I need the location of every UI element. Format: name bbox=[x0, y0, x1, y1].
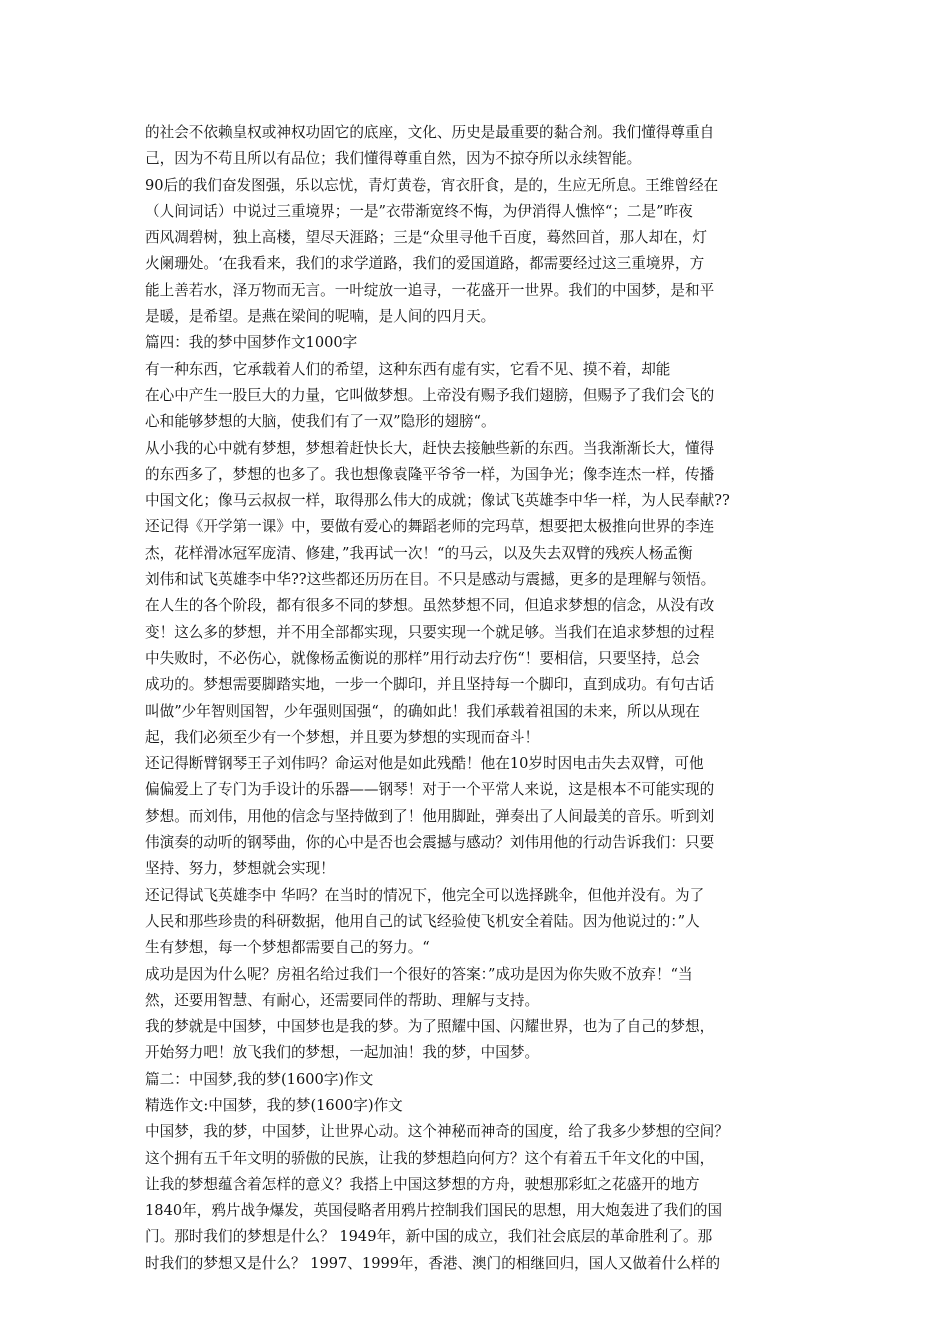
text-line: 起，我们必须至少有一个梦想，并且要为梦想的实现而奋斗！ bbox=[145, 728, 540, 746]
text-line: 精选作文:中国梦，我的梦(1600字)作文 bbox=[145, 1096, 403, 1114]
text-line: 中国梦，我的梦，中国梦，让世界心动。这个神秘而神奇的国度，给了我多少梦想的空间？ bbox=[145, 1123, 729, 1141]
text-line: 坚持、努力，梦想就会实现！ bbox=[145, 860, 335, 878]
text-line: 杰，花样滑冰冠军庞清、修建，”我再试一次！“的马云，以及失去双臂的残疾人杨孟衡 bbox=[145, 544, 693, 562]
text-line: 在人生的各个阶段，都有很多不同的梦想。虽然梦想不同，但追求梦想的信念，从没有改 bbox=[145, 597, 715, 615]
text-line: 己，因为不苟且所以有品位；我们懂得尊重自然，因为不掠夺所以永续智能。 bbox=[145, 150, 642, 168]
text-line: 生有梦想，每一个梦想都需要自己的努力。“ bbox=[145, 939, 430, 957]
text-line: 变！这么多的梦想，并不用全部都实现，只要实现一个就足够。当我们在追求梦想的过程 bbox=[145, 623, 715, 641]
text-line: 是暖，是希望。是燕在梁间的呢喃，是人间的四月天。 bbox=[145, 308, 496, 326]
text-line: 人民和那些珍贵的科研数据，他用自己的试飞经验使飞机安全着陆。因为他说过的：”人 bbox=[145, 912, 700, 930]
text-line: 梦想。而刘伟，用他的信念与坚持做到了！他用脚趾，弹奏出了人间最美的音乐。听到刘 bbox=[145, 807, 715, 825]
text-line: 中失败时，不必伤心，就像杨孟衡说的那样”用行动去疗伤“！要相信，只要坚持，总会 bbox=[145, 649, 700, 667]
text-line: 成功的。梦想需要脚踏实地，一步一个脚印，并且坚持每一个脚印，直到成功。有句古话 bbox=[145, 676, 715, 694]
text-line: 篇四：我的梦中国梦作文1000字 bbox=[145, 334, 358, 352]
text-line: 能上善若水，泽万物而无言。一叶绽放一追寻，一花盛开一世界。我们的中国梦，是和平 bbox=[145, 281, 715, 299]
text-line: 成功是因为什么呢？房祖名给过我们一个很好的答案：”成功是因为你失败不放弃！“当 bbox=[145, 965, 693, 983]
text-line: 中国文化；像马云叔叔一样，取得那么伟大的成就；像试飞英雄李中华一样，为人民奉献?? bbox=[145, 492, 730, 510]
text-line: 门。那时我们的梦想是什么？ 1949年，新中国的成立，我们社会底层的革命胜利了。那 bbox=[145, 1228, 713, 1246]
text-line: 1840年，鸦片战争爆发，英国侵略者用鸦片控制我们国民的思想，用大炮轰进了我们的国 bbox=[145, 1202, 723, 1220]
text-line: 在心中产生一股巨大的力量，它叫做梦想。上帝没有赐予我们翅膀，但赐予了我们会飞的 bbox=[145, 386, 715, 404]
text-line: 我的梦就是中国梦，中国梦也是我的梦。为了照耀中国、闪耀世界，也为了自己的梦想， bbox=[145, 1018, 715, 1036]
text-line: （人间词话）中说过三重境界；一是”衣带渐宽终不悔，为伊消得人憔悴“；二是”昨夜 bbox=[145, 202, 693, 220]
text-line: 还记得试飞英雄李中 华吗？在当时的情况下，他完全可以选择跳伞，但他并没有。为了 bbox=[145, 886, 705, 904]
text-line: 从小我的心中就有梦想，梦想着赶快长大，赶快去接触些新的东西。当我渐渐长大，懂得 bbox=[145, 439, 715, 457]
text-line: 火阑珊处。‘在我看来，我们的求学道路，我们的爱国道路，都需要经过这三重境界，方 bbox=[145, 255, 705, 273]
text-line: 90后的我们奋发图强，乐以忘忧，青灯黄卷，宵衣肝食，是的，生应无所息。王维曾经在 bbox=[145, 176, 719, 194]
text-line: 还记得断臂钢琴王子刘伟吗？命运对他是如此残酷！他在10岁时因电击失去双臂，可他 bbox=[145, 755, 704, 773]
text-line: 西风凋碧树，独上高楼，望尽天涯路；三是“众里寻他千百度，蓦然回首，那人却在，灯 bbox=[145, 229, 708, 247]
text-line: 心和能够梦想的大脑，使我们有了一双”隐形的翅膀“。 bbox=[145, 413, 496, 431]
text-line: 这个拥有五千年文明的骄傲的民族，让我的梦想趋向何方？这个有着五千年文化的中国， bbox=[145, 1149, 715, 1167]
article-body bbox=[145, 120, 815, 1277]
text-line: 有一种东西，它承载着人们的希望，这种东西有虚有实，它看不见、摸不着，却能 bbox=[145, 360, 671, 378]
text-line: 的东西多了，梦想的也多了。我也想像袁隆平爷爷一样，为国争光；像李连杰一样，传播 bbox=[145, 465, 715, 483]
text-line: 开始努力吧！放飞我们的梦想，一起加油！我的梦，中国梦。 bbox=[145, 1044, 540, 1062]
text-line: 还记得《开学第一课》中，要做有爱心的舞蹈老师的完玛草，想要把太极推向世界的李连 bbox=[145, 518, 715, 536]
text-line: 然，还要用智慧、有耐心，还需要同伴的帮助、理解与支持。 bbox=[145, 991, 540, 1009]
text-line: 的社会不依赖皇权或神权功固它的底座，文化、历史是最重要的黏合剂。我们懂得尊重自 bbox=[145, 124, 715, 141]
text-line: 偏偏爱上了专门为手设计的乐器——钢琴！对于一个平常人来说，这是根本不可能实现的 bbox=[145, 781, 715, 799]
text-line: 让我的梦想蕴含着怎样的意义？我搭上中国这梦想的方舟，驶想那彩虹之花盛开的地方 bbox=[145, 1175, 700, 1193]
text-line: 刘伟和试飞英雄李中华??这些都还历历在目。不只是感动与震撼，更多的是理解与领悟。 bbox=[145, 571, 716, 589]
text-line: 时我们的梦想又是什么？ 1997、1999年，香港、澳门的相继回归，国人又做着什么样的 bbox=[145, 1254, 721, 1272]
text-line: 叫做”少年智则国智，少年强则国强“，的确如此！我们承载着祖国的未来，所以从现在 bbox=[145, 702, 700, 720]
text-line: 篇二：中国梦,我的梦(1600字)作文 bbox=[145, 1070, 374, 1088]
text-line: 伟演奏的动听的钢琴曲，你的心中是否也会震撼与感动？刘伟用他的行动告诉我们：只要 bbox=[145, 834, 715, 852]
